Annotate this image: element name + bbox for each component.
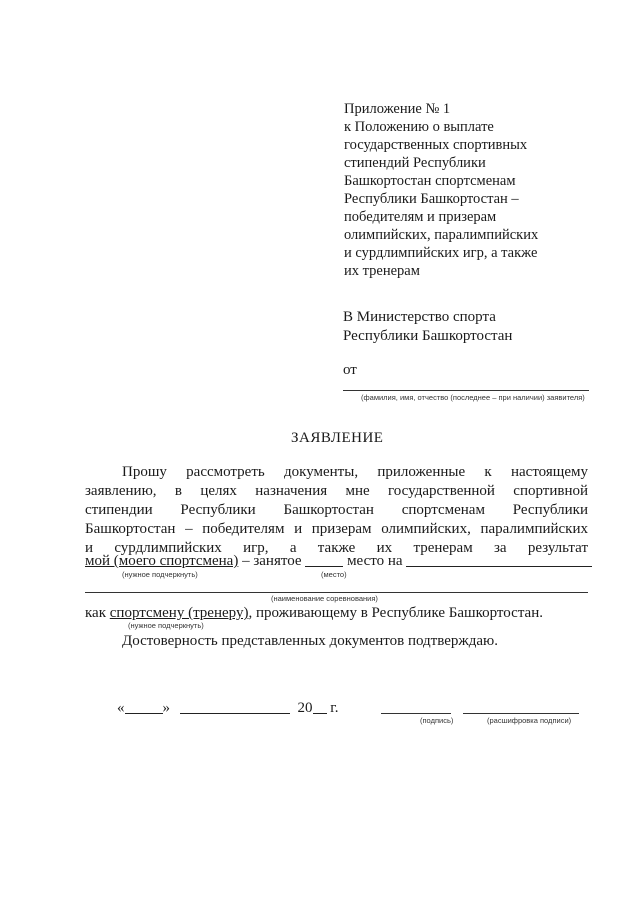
appendix-line: Приложение № 1 — [344, 101, 451, 117]
quote-open: « — [117, 700, 125, 716]
appendix-line: Республики Башкортостан – — [344, 191, 519, 207]
who-choice[interactable]: мой (моего спортсмена) — [85, 553, 239, 569]
body-text: как — [85, 605, 110, 621]
competition-field-line2[interactable] — [85, 592, 588, 593]
body-line: Башкортостан – победителям и призерам олимпийских, паралимпийских — [85, 521, 588, 537]
signature-decode-caption: (расшифровка подписи) — [487, 716, 572, 725]
quote-close: » — [162, 700, 170, 716]
body-line: и сурдлимпийских игр, а также их тренерам за результат — [85, 540, 588, 556]
date-line — [117, 699, 338, 718]
place-caption: (место) — [321, 570, 347, 579]
underline-caption-2: (нужное подчеркнуть) — [128, 621, 204, 630]
competition-caption: (наименование соревнования) — [271, 594, 378, 603]
underline-caption: (нужное подчеркнуть) — [122, 570, 198, 579]
appendix-line: победителям и призерам — [344, 209, 497, 225]
place-field[interactable] — [305, 552, 343, 567]
month-field[interactable] — [180, 699, 290, 714]
appendix-line: Башкортостан спортсменам — [344, 173, 516, 189]
appendix-line: олимпийских, паралимпийских — [344, 227, 539, 243]
body-text: , проживающему в Республике Башкортостан. — [248, 605, 543, 621]
applicant-name-field[interactable] — [343, 390, 589, 391]
confirmation-line: Достоверность представленных документов подтверждаю. — [122, 633, 498, 649]
competition-field[interactable] — [406, 552, 592, 567]
document-title: ЗАЯВЛЕНИЕ — [291, 430, 384, 446]
appendix-line: государственных спортивных — [344, 137, 528, 153]
body-line: стипендии Республики Башкортостан спортсменам Республики — [85, 502, 588, 518]
role-choice[interactable]: спортсмену (тренеру) — [109, 605, 249, 621]
appendix-line: и сурдлимпийских игр, а также — [344, 245, 538, 261]
year-field[interactable] — [313, 699, 327, 714]
addressee-line: Республики Башкортостан — [343, 328, 513, 344]
from-label: от — [343, 362, 357, 378]
body-line: заявлению, в целях назначения мне государственной спортивной — [85, 483, 588, 499]
body-text: место на — [343, 553, 407, 569]
signature-field[interactable] — [381, 713, 451, 714]
applicant-name-caption: (фамилия, имя, отчество (последнее – при наличии) заявителя) — [361, 393, 585, 402]
addressee-line: В Министерство спорта — [343, 309, 496, 325]
appendix-line: к Положению о выплате — [344, 119, 494, 135]
body-line: Прошу рассмотреть документы, приложенные к настоящему — [122, 464, 588, 480]
appendix-line: стипендий Республики — [344, 155, 486, 171]
year-prefix: 20 — [297, 700, 313, 716]
signature-decode-field[interactable] — [463, 713, 579, 714]
year-suffix: г. — [326, 700, 339, 716]
appendix-line: их тренерам — [344, 263, 420, 279]
body-text: – занятое — [238, 553, 306, 569]
body-line-6 — [85, 552, 592, 571]
signature-caption: (подпись) — [420, 716, 454, 725]
day-field[interactable] — [125, 699, 163, 714]
